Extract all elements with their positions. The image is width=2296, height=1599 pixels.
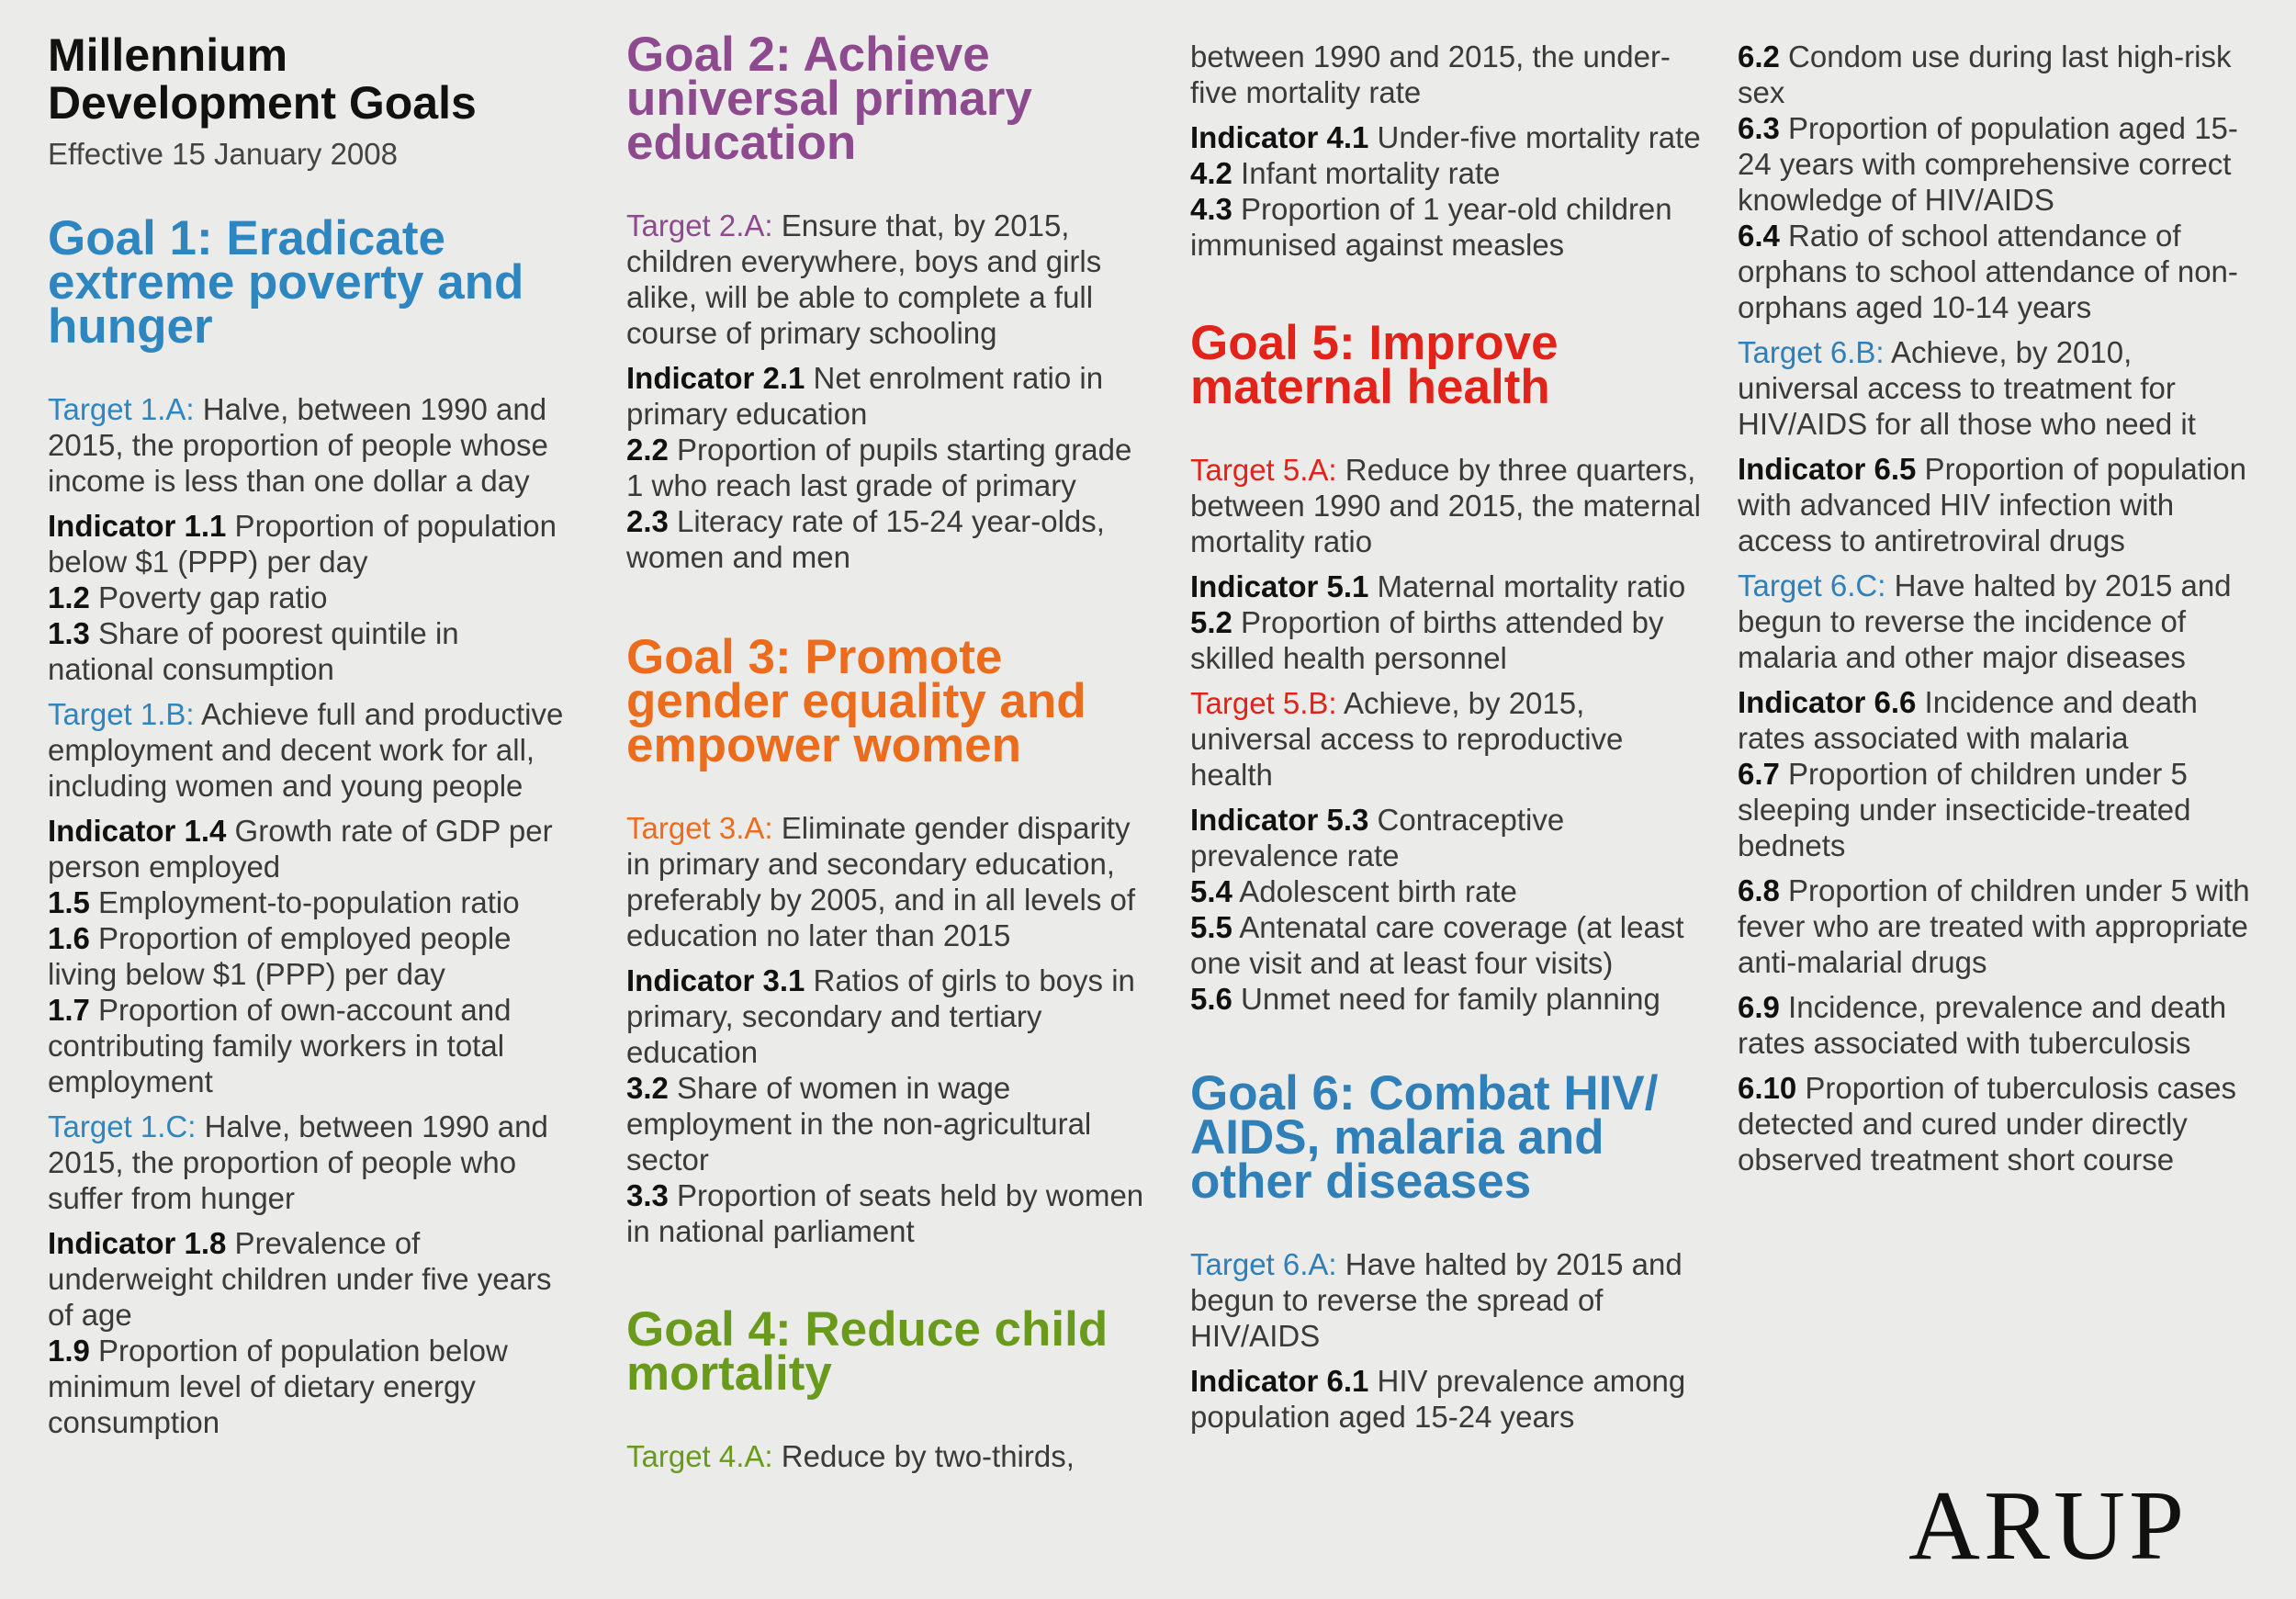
indicator-1-5-label: 1.5 bbox=[48, 885, 90, 919]
target-5b-label: Target 5.B: bbox=[1190, 686, 1337, 720]
indicator-1-7 bbox=[48, 992, 571, 1099]
target-2a-text: Ensure that, by 2015, children everywhere, boys and girls alike, will be able to complete a full course of primary schooling bbox=[626, 208, 1102, 350]
indicator-1-4-text: Growth rate of GDP per person employed bbox=[48, 814, 553, 884]
indicator-4-3 bbox=[1190, 191, 1714, 263]
goal-4-heading: Goal 4: Reduce child mortality bbox=[626, 1302, 1109, 1401]
column-2 bbox=[626, 0, 1150, 1483]
indicator-4-2 bbox=[1190, 155, 1714, 191]
target-3a-text: Eliminate gender disparity in primary and secondary education, preferably by 2005, and in all levels of education no later than 2015 bbox=[626, 811, 1136, 952]
indicator-5-4-text: Adolescent birth rate bbox=[1232, 874, 1517, 908]
indicator-4-3-label: 4.3 bbox=[1190, 192, 1232, 226]
indicator-1-7-text: Proportion of own-account and contributing family workers in total employment bbox=[48, 993, 512, 1098]
document-title-line-2: Development Goals bbox=[48, 77, 477, 129]
target-5b bbox=[1190, 685, 1714, 793]
column-3 bbox=[1190, 0, 1714, 1435]
goal-2-heading: Goal 2: Achieve universal primary education bbox=[626, 28, 1032, 170]
column-4 bbox=[1738, 0, 2261, 1177]
target-6a bbox=[1190, 1246, 1714, 1354]
indicator-6-4 bbox=[1738, 218, 2261, 325]
target-6b-text: Achieve, by 2010, universal access to treatment for HIV/AIDS for all those who need it bbox=[1738, 335, 2196, 441]
indicator-1-6-text: Proportion of employed people living below $1 (PPP) per day bbox=[48, 921, 512, 991]
target-2a-label: Target 2.A: bbox=[626, 208, 773, 242]
indicator-6-5-label: Indicator 6.5 bbox=[1738, 452, 1917, 486]
target-4a-continued bbox=[1190, 39, 1714, 110]
target-6b-label: Target 6.B: bbox=[1738, 335, 1885, 369]
indicator-5-1-label: Indicator 5.1 bbox=[1190, 569, 1369, 603]
target-5a-label: Target 5.A: bbox=[1190, 453, 1337, 487]
indicator-5-2 bbox=[1190, 604, 1714, 676]
column-1 bbox=[48, 0, 571, 1440]
target-1c-text: Halve, between 1990 and 2015, the proportion of people who suffer from hunger bbox=[48, 1109, 548, 1215]
indicator-4-1-text: Under-five mortality rate bbox=[1368, 120, 1701, 154]
target-1a-label: Target 1.A: bbox=[48, 392, 195, 426]
indicator-4-1-label: Indicator 4.1 bbox=[1190, 120, 1369, 154]
indicator-5-3-text: Contraceptive prevalence rate bbox=[1190, 803, 1565, 873]
indicator-6-3 bbox=[1738, 110, 2261, 218]
indicator-6-5 bbox=[1738, 451, 2261, 558]
indicator-3-1-label: Indicator 3.1 bbox=[626, 963, 805, 997]
indicator-5-2-text: Proportion of births attended by skilled health personnel bbox=[1190, 605, 1664, 675]
document-title bbox=[48, 31, 571, 127]
indicator-6-10 bbox=[1738, 1070, 2261, 1177]
goal-3-heading: Goal 3: Promote gender equality and empower women bbox=[626, 630, 1086, 772]
target-3a-label: Target 3.A: bbox=[626, 811, 773, 845]
target-5b-text: Achieve, by 2015, universal access to reproductive health bbox=[1190, 686, 1624, 792]
target-1b-text: Achieve full and productive employment and decent work for all, including women and young people bbox=[48, 697, 564, 803]
indicator-1-8-label: Indicator 1.8 bbox=[48, 1226, 227, 1260]
goal-6-heading: Goal 6: Combat HIV/ AIDS, malaria and other diseases bbox=[1190, 1066, 1659, 1209]
indicator-5-2-label: 5.2 bbox=[1190, 605, 1232, 639]
indicator-1-2-label: 1.2 bbox=[48, 580, 90, 614]
target-4a-label: Target 4.A: bbox=[626, 1439, 773, 1473]
indicator-2-3-label: 2.3 bbox=[626, 504, 669, 538]
indicator-6-8 bbox=[1738, 873, 2261, 980]
indicator-6-8-label: 6.8 bbox=[1738, 873, 1780, 907]
indicator-6-10-label: 6.10 bbox=[1738, 1071, 1797, 1105]
indicator-1-4-label: Indicator 1.4 bbox=[48, 814, 227, 848]
indicator-1-9-text: Proportion of population below minimum level of dietary energy consumption bbox=[48, 1334, 508, 1439]
indicator-6-6 bbox=[1738, 684, 2261, 756]
indicator-6-5-text: Proportion of population with advanced HIV infection with access to antiretroviral drugs bbox=[1738, 452, 2246, 557]
indicator-3-3 bbox=[626, 1177, 1150, 1249]
indicator-4-3-text: Proportion of 1 year-old children immunised against measles bbox=[1190, 192, 1672, 262]
indicator-4-2-label: 4.2 bbox=[1190, 156, 1232, 190]
target-3a bbox=[626, 810, 1150, 953]
indicator-6-7 bbox=[1738, 756, 2261, 863]
indicator-6-6-text: Incidence and death rates associated with malaria bbox=[1738, 685, 2198, 755]
target-4a-start bbox=[626, 1438, 1150, 1474]
indicator-3-2-text: Share of women in wage employment in the non-agricultural sector bbox=[626, 1071, 1092, 1177]
document-title-line-1: Millennium bbox=[48, 29, 288, 81]
target-6c-label: Target 6.C: bbox=[1738, 569, 1886, 602]
target-6c bbox=[1738, 568, 2261, 675]
indicator-1-3 bbox=[48, 615, 571, 687]
indicator-2-2 bbox=[626, 432, 1150, 503]
target-4a-text-part1: Reduce by two-thirds, bbox=[772, 1439, 1075, 1473]
indicator-3-1 bbox=[626, 963, 1150, 1070]
indicator-1-3-text: Share of poorest quintile in national consumption bbox=[48, 616, 459, 686]
target-1a-text: Halve, between 1990 and 2015, the proportion of people whose income is less than one dollar a day bbox=[48, 392, 548, 498]
indicator-1-7-label: 1.7 bbox=[48, 993, 90, 1027]
indicator-1-6 bbox=[48, 920, 571, 992]
indicator-6-9-text: Incidence, prevalence and death rates associated with tuberculosis bbox=[1738, 990, 2227, 1060]
target-1c-label: Target 1.C: bbox=[48, 1109, 197, 1143]
target-2a bbox=[626, 208, 1150, 351]
indicator-6-6-label: Indicator 6.6 bbox=[1738, 685, 1917, 719]
target-1b-label: Target 1.B: bbox=[48, 697, 195, 731]
indicator-6-2-label: 6.2 bbox=[1738, 39, 1780, 73]
indicator-5-1 bbox=[1190, 569, 1714, 604]
indicator-3-1-text: Ratios of girls to boys in primary, secondary and tertiary education bbox=[626, 963, 1135, 1069]
target-1c bbox=[48, 1109, 571, 1216]
target-5a-text: Reduce by three quarters, between 1990 and 2015, the maternal mortality ratio bbox=[1190, 453, 1701, 558]
indicator-6-8-text: Proportion of children under 5 with fever who are treated with appropriate anti-malarial drugs bbox=[1738, 873, 2250, 979]
indicator-5-6 bbox=[1190, 981, 1714, 1017]
indicator-1-9 bbox=[48, 1333, 571, 1440]
indicator-5-6-text: Unmet need for family planning bbox=[1232, 982, 1660, 1016]
indicator-2-1 bbox=[626, 360, 1150, 432]
indicator-1-1-label: Indicator 1.1 bbox=[48, 509, 227, 543]
indicator-1-5-text: Employment-to-population ratio bbox=[89, 885, 520, 919]
indicator-1-1 bbox=[48, 508, 571, 580]
indicator-6-3-text: Proportion of population aged 15-24 years with comprehensive correct knowledge of HIV/AIDS bbox=[1738, 111, 2238, 217]
indicator-6-4-text: Ratio of school attendance of orphans to school attendance of non-orphans aged 10-14 years bbox=[1738, 219, 2238, 324]
target-6a-label: Target 6.A: bbox=[1190, 1247, 1337, 1281]
indicator-5-6-label: 5.6 bbox=[1190, 982, 1232, 1016]
goal-5-heading: Goal 5: Improve maternal health bbox=[1190, 316, 1559, 414]
indicator-5-4-label: 5.4 bbox=[1190, 874, 1232, 908]
indicator-4-2-text: Infant mortality rate bbox=[1232, 156, 1501, 190]
indicator-5-5-text: Antenatal care coverage (at least one visit and at least four visits) bbox=[1190, 910, 1684, 980]
indicator-5-3 bbox=[1190, 802, 1714, 873]
indicator-2-1-label: Indicator 2.1 bbox=[626, 361, 805, 395]
indicator-1-2 bbox=[48, 580, 571, 615]
indicator-5-5-label: 5.5 bbox=[1190, 910, 1232, 944]
indicator-1-9-label: 1.9 bbox=[48, 1334, 90, 1368]
indicator-1-2-text: Poverty gap ratio bbox=[89, 580, 328, 614]
indicator-1-8-text: Prevalence of underweight children under five years of age bbox=[48, 1226, 552, 1332]
indicator-1-4 bbox=[48, 813, 571, 884]
indicator-3-3-text: Proportion of seats held by women in national parliament bbox=[626, 1178, 1144, 1248]
target-1a bbox=[48, 391, 571, 499]
target-4a-text-part2: between 1990 and 2015, the under-five mortality rate bbox=[1190, 39, 1671, 109]
indicator-2-2-label: 2.2 bbox=[626, 433, 669, 467]
indicator-3-2-label: 3.2 bbox=[626, 1071, 669, 1105]
arup-logo: ARUP bbox=[1908, 1471, 2189, 1581]
target-6b bbox=[1738, 334, 2261, 442]
indicator-6-1 bbox=[1190, 1363, 1714, 1435]
effective-date: Effective 15 January 2008 bbox=[48, 137, 398, 171]
indicator-5-3-label: Indicator 5.3 bbox=[1190, 803, 1369, 837]
indicator-6-7-text: Proportion of children under 5 sleeping under insecticide-treated bednets bbox=[1738, 757, 2191, 862]
indicator-6-2 bbox=[1738, 39, 2261, 110]
indicator-2-3 bbox=[626, 503, 1150, 575]
target-1b bbox=[48, 696, 571, 804]
indicator-3-3-label: 3.3 bbox=[626, 1178, 669, 1212]
indicator-6-9-label: 6.9 bbox=[1738, 990, 1780, 1024]
indicator-2-3-text: Literacy rate of 15-24 year-olds, women and men bbox=[626, 504, 1105, 574]
indicator-1-1-text: Proportion of population below $1 (PPP) per day bbox=[48, 509, 557, 579]
goal-1-heading: Goal 1: Eradicate extreme poverty and hunger bbox=[48, 211, 524, 354]
indicator-6-1-label: Indicator 6.1 bbox=[1190, 1364, 1369, 1398]
indicator-3-2 bbox=[626, 1070, 1150, 1177]
indicator-1-8 bbox=[48, 1225, 571, 1333]
target-6c-text: Have halted by 2015 and begun to reverse the incidence of malaria and other major diseases bbox=[1738, 569, 2232, 674]
indicator-5-5 bbox=[1190, 909, 1714, 981]
indicator-6-7-label: 6.7 bbox=[1738, 757, 1780, 791]
indicator-2-2-text: Proportion of pupils starting grade 1 who reach last grade of primary bbox=[626, 433, 1132, 502]
indicator-6-10-text: Proportion of tuberculosis cases detected and cured under directly observed treatment short course bbox=[1738, 1071, 2236, 1177]
target-6a-text: Have halted by 2015 and begun to reverse the spread of HIV/AIDS bbox=[1190, 1247, 1683, 1353]
indicator-4-1 bbox=[1190, 119, 1714, 155]
indicator-6-3-label: 6.3 bbox=[1738, 111, 1780, 145]
indicator-6-9 bbox=[1738, 989, 2261, 1061]
indicator-1-3-label: 1.3 bbox=[48, 616, 90, 650]
indicator-2-1-text: Net enrolment ratio in primary education bbox=[626, 361, 1104, 431]
indicator-6-2-text: Condom use during last high-risk sex bbox=[1738, 39, 2232, 109]
indicator-1-5 bbox=[48, 884, 571, 920]
indicator-1-6-label: 1.6 bbox=[48, 921, 90, 955]
indicator-5-4 bbox=[1190, 873, 1714, 909]
indicator-5-1-text: Maternal mortality ratio bbox=[1368, 569, 1686, 603]
target-5a bbox=[1190, 452, 1714, 559]
indicator-6-4-label: 6.4 bbox=[1738, 219, 1780, 253]
indicator-6-1-text: HIV prevalence among population aged 15-24 years bbox=[1190, 1364, 1686, 1434]
